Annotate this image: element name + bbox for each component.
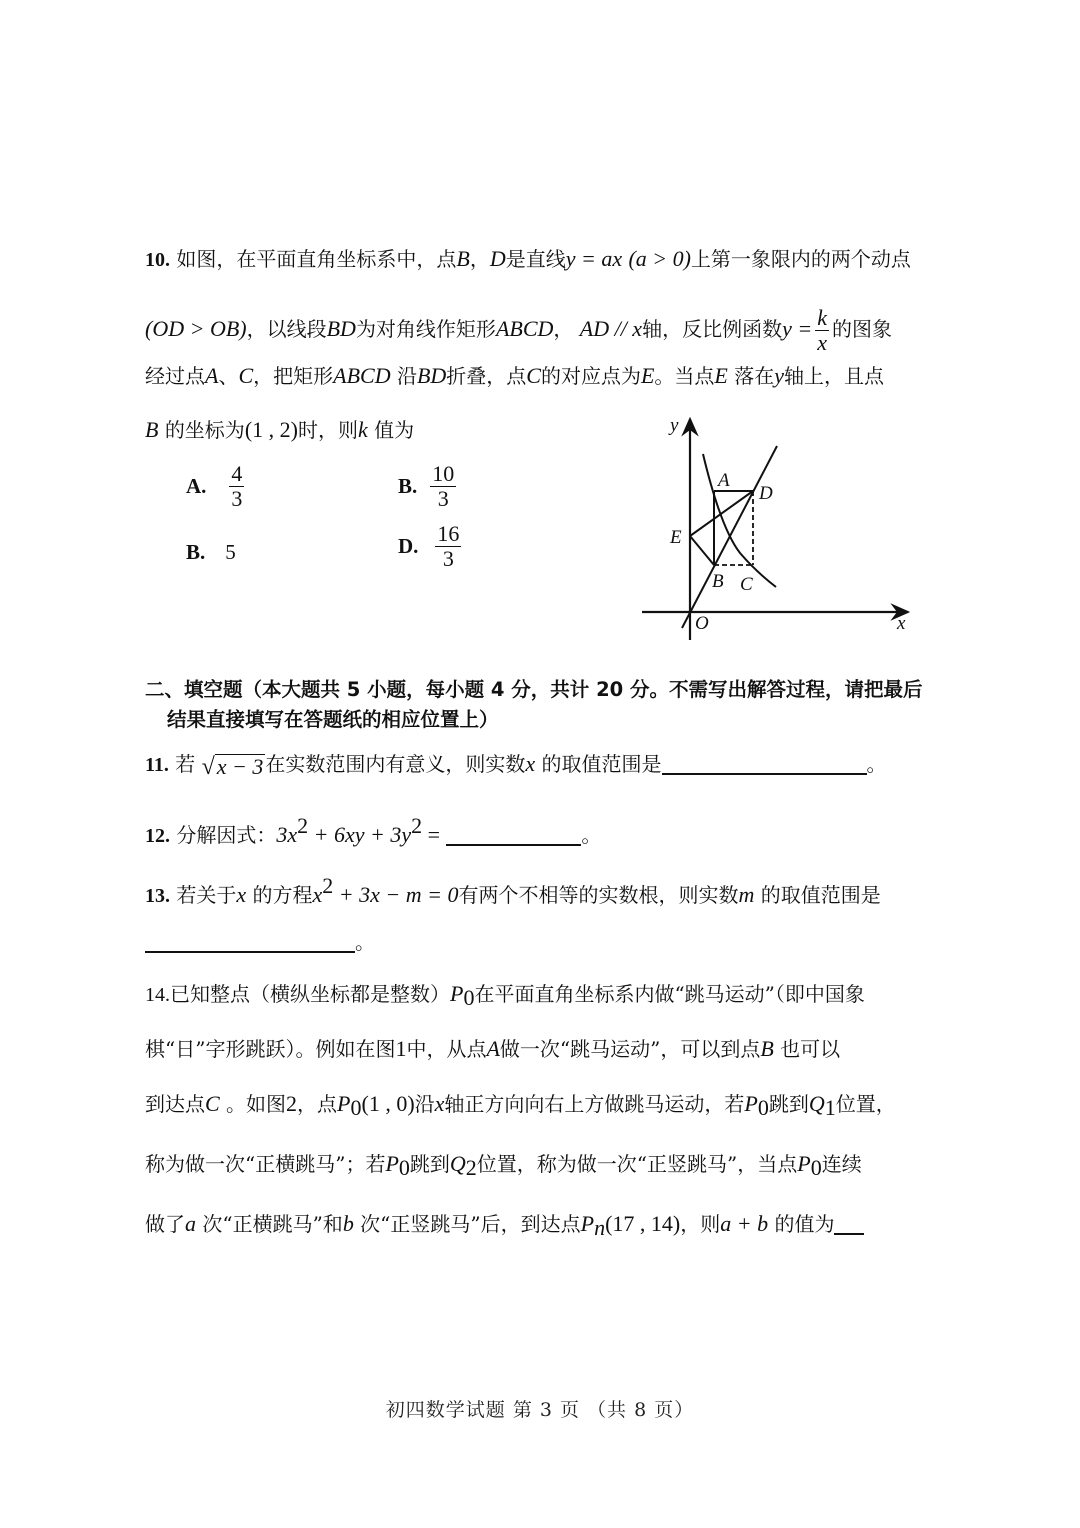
answer-blank-13[interactable]: [145, 931, 355, 953]
q10-line1: 10. 如图，在平面直角坐标系中，点B，D是直线y = ax (a > 0)上第一象限内的两个动点: [145, 246, 911, 271]
q11: 11. 若 √ x − 3 在实数范围内有意义，则实数x 的取值范围是 。: [145, 751, 887, 780]
label-y: y: [670, 415, 679, 436]
q14-line4: 称为做一次“正横跳马”；若$P_0$跳到$Q_2$位置，称为做一次“正竖跳马”，当点$P_0$连续: [145, 1151, 862, 1180]
section-heading: 二、填空题（本大题共 5 小题，每小题 4 分，共计 20 分。不需写出解答过程，请把最后: [145, 678, 923, 701]
q14-line3: 到达点C 。如图2，点$P_0(1$ , 0)沿x轴正方向向右上方做跳马运动，若$P_0$跳到$Q_1$位置，: [145, 1091, 896, 1120]
q13: 13. 若关于x 的方程$x^2 + 3x - m = 0$有两个不相等的实数根，则实数m 的取值范围是: [145, 873, 881, 907]
q13-answer-line: 。: [145, 928, 375, 956]
q14-line5: 做了a 次“正横跳马”和b 次“正竖跳马”后，到达点$P_n(17$ , 14)，则a + b 的值为: [145, 1210, 864, 1242]
fraction-k-over-x: $\frac{k}{x}$: [817, 305, 827, 355]
page-footer: 初四数学试题 第 3 页 （共 8 页）: [385, 1399, 695, 1421]
square-root: √ x − 3: [201, 754, 264, 780]
fraction: $\frac{4}{3}$: [231, 461, 243, 511]
label-c: C: [740, 574, 753, 595]
q10-line2: (OD > OB)，以线段BD为对角线作矩形ABCD， AD // x轴，反比例函数y = $\frac{k}{x}$ 的图象: [145, 305, 892, 355]
q10-coordinate-figure: [630, 405, 920, 645]
label-b: B: [712, 571, 724, 592]
math-expression: y = ax: [565, 246, 623, 271]
option-b: B. $\frac{10}{3}$: [398, 461, 455, 511]
section-heading-cont: 结果直接填写在答题纸的相应位置上）: [167, 708, 499, 731]
q14-line2: 棋“日”字形跳跃）。例如在图1中，从点A做一次“跳马运动”，可以到点B 也可以: [145, 1036, 841, 1061]
fraction: $\frac{16}{3}$: [437, 521, 460, 571]
label-d: D: [759, 483, 773, 504]
q14-line1: 14.已知整点（横纵坐标都是整数）$P_0$在平面直角坐标系内做“跳马运动”（即中国象: [145, 981, 865, 1010]
label-o: O: [695, 613, 709, 634]
answer-blank-11[interactable]: [662, 753, 867, 775]
option-c: B. 5: [186, 540, 236, 564]
q10-line3: 经过点A、C，把矩形ABCD 沿BD折叠，点C的对应点为E。当点E 落在y轴上，且点: [145, 363, 884, 388]
label-x: x: [897, 613, 906, 634]
answer-blank-12[interactable]: [446, 824, 581, 846]
q12: 12. 分解因式：$3x^2 + 6xy + 3y^2$ = 。: [145, 813, 602, 847]
label-e: E: [670, 527, 682, 548]
label-a: A: [718, 470, 730, 491]
option-a: A. $\frac{4}{3}$: [186, 461, 243, 511]
question-number: 10.: [145, 249, 170, 271]
option-d: D. $\frac{16}{3}$: [398, 521, 460, 571]
q10-line4: B 的坐标为(1 , 2)时，则k 值为: [145, 417, 415, 442]
fraction: $\frac{10}{3}$: [432, 461, 455, 511]
answer-blank-14[interactable]: [834, 1213, 864, 1235]
